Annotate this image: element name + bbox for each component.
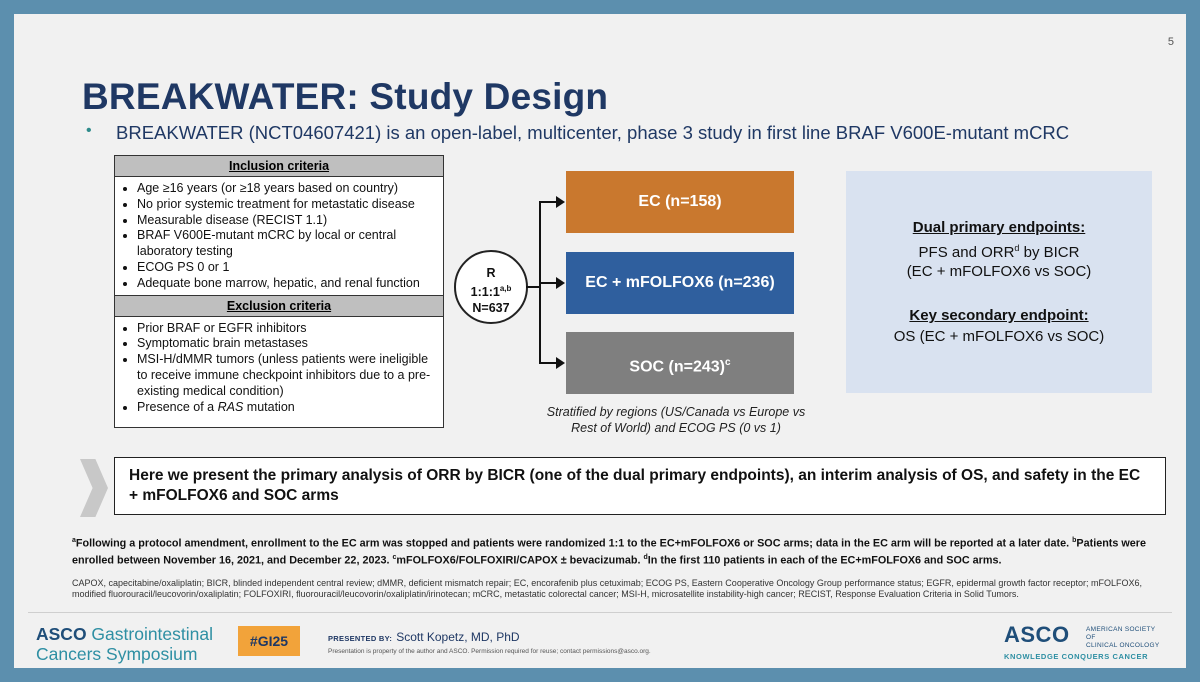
inclusion-item: • ECOG PS 0 or 1 xyxy=(137,260,437,276)
page-number: 5 xyxy=(1167,36,1174,48)
exclusion-ras-prefix: Presence of a xyxy=(137,399,218,414)
criteria-box xyxy=(114,155,444,428)
ras-italic: RAS xyxy=(217,399,244,414)
slide-title: BREAKWATER: Study Design xyxy=(82,76,609,117)
asco-gi-logo: ASCO Gastrointestinal Cancers Symposium xyxy=(36,624,214,664)
inclusion-item: • Adequate bone marrow, hepatic, and renal function xyxy=(137,276,437,292)
abbreviations: CAPOX, capecitabine/oxaliplatin; BICR, blinded independent central review; dMMR, deficient mismatch repair; EC, encorafenib plus cetuximab; ECOG PS, Eastern Cooperative Oncology Group performance status; EGFR, epidermal growth factor receptor; mFOLFOX6, modified fluorouracil/leucovorin/oxaliplatin; FOLFOXIRI, fluorouracil/leucovorin/oxaliplatin/irinotecan; mCRC, metastatic colorectal cancer; MSI-H, microsatellite instability-high cancer; RECIST, Response Evaluation Criteria in Solid Tumors. xyxy=(72,578,1142,600)
exclusion-item: • MSI-H/dMMR tumors (unless patients were ineligible to receive immune checkpoint inhibitors due to a pre-existing medical condition) xyxy=(137,352,437,399)
arm-soc: SOC (n=243)$^c$ xyxy=(566,332,794,394)
inclusion-item: • No prior systemic treatment for metastatic disease xyxy=(137,197,437,213)
randomization-circle xyxy=(454,250,528,324)
arm-ec-mfolfox6: EC + mFOLFOX6 (n=236) xyxy=(566,252,794,314)
exclusion-item xyxy=(137,400,437,416)
randomization-label: R xyxy=(486,266,496,280)
primary-endpoints-line2: (EC + mFOLFOX6 vs SOC) xyxy=(906,263,1092,280)
bullet-icon: • xyxy=(86,122,92,139)
study-description: BREAKWATER (NCT04607421) is an open-label, multicenter, phase 3 study in first line BRAF V600E-mutant mCRC xyxy=(116,122,1070,143)
randomization-ratio: 1:1:1$^{a,b}$ xyxy=(470,284,512,300)
exclusion-ras-suffix: mutation xyxy=(243,399,295,414)
primary-endpoints-line1: PFS and ORR$^d$ by BICR xyxy=(918,243,1080,261)
exclusion-list xyxy=(115,317,443,419)
connector-horizontal xyxy=(526,286,540,288)
inclusion-item: • Measurable disease (RECIST 1.1) xyxy=(137,213,437,229)
footer-divider xyxy=(28,612,1172,613)
primary-endpoints-header: Dual primary endpoints: xyxy=(912,219,1086,236)
connector-arm-soc xyxy=(539,362,557,364)
slide: 5 BREAKWATER: Study Design • BREAKWATER (NCT04607421) is an open-label, multicenter, phase 3 study in first line BRAF V600E-mutant mCRC Inclusion criteria • Age ≥16 years (or ≥18 years based on country) • No prior systemic treatment for metastatic disease • Measurable disease (RECIST 1.1) • BRAF V600E-mutant mCRC by local or central laboratory testing • ECOG PS 0 or 1 • Adequate bone marrow, hepatic, and renal function Exclusion criteria • Prior BRAF or EGFR inhibitors • Symptomatic brain metastases • MSI-H/dMMR tumors (unless patients were ineligible to receive immune checkpoint inhibitors due to a pre-existing medical condition) • Presence of a RAS mutation R 1:1:1$^{a,b}$ N=637 EC (n=158) EC + mFOLFOX6 (n=236) SOC (n=243)$^c$ Stratified by regions (US/Canada vs Europe vs Rest of World) and ECOG PS (0 vs 1) Dual primary endpoints: PFS and ORR$^d$ by BICR (EC + mFOLFOX6 vs SOC) Key secondary endpoint: OS (EC + mFOLFOX6 vs SOC) Here we present the primary analysis of ORR by BICR (one of the dual primary endpoints), an interim analysis of OS, and safety in the EC + mFOLFOX6 and SOC arms $^a$Following a protocol amendment, enrollment to the EC arm was stopped and patients were randomized 1:1 to the EC+mFOLFOX6 or SOC arms; data in the EC arm will be reported at a later date. $^b$Patients were enrolled between November 16, 2021, and December 22, 2023. $^c$mFOLFOX6/FOLFOXIRI/CAPOX ± bevacizumab. $^d$In the first 110 patients in each of the EC+mFOLFOX6 and SOC arms. CAPOX, capecitabine/oxaliplatin; BICR, blinded independent central review; dMMR, deficient mismatch repair; EC, encorafenib plus cetuximab; ECOG PS, Eastern Cooperative Oncology Group performance status; EGFR, epidermal growth factor receptor; mFOLFOX6, modified fluorouracil/leucovorin/oxaliplatin; FOLFOXIRI, fluorouracil/leucovorin/oxaliplatin/irinotecan; mCRC, metastatic colorectal cancer; MSI-H, microsatellite instability-high cancer; RECIST, Response Evaluation Criteria in Solid Tumors. ASCO Gastrointestinal Cancers Symposium #GI25 PRESENTED BY: Scott Kopetz, MD, PhD Presentation is property of the author and ASCO. Permission required for reuse; contact permissions@asco.org. ASCO AMERICAN SOCIETY OF CLINICAL ONCOLOGY KNOWLEDGE CONQUERS CANCER xyxy=(14,14,1186,668)
arm-ec: EC (n=158) xyxy=(566,171,794,233)
connector-arm-ecm xyxy=(539,282,557,284)
exclusion-item: • Symptomatic brain metastases xyxy=(137,336,437,352)
arrow-icon xyxy=(556,277,565,289)
disclaimer: Presentation is property of the author and ASCO. Permission required for reuse; contact permissions@asco.org. xyxy=(328,648,651,655)
chevron-icon xyxy=(80,459,108,517)
presenter: PRESENTED BY: Scott Kopetz, MD, PhD xyxy=(328,630,520,644)
secondary-endpoint-line: OS (EC + mFOLFOX6 vs SOC) xyxy=(893,328,1105,345)
inclusion-list xyxy=(115,177,443,295)
connector-arm-ec xyxy=(539,201,557,203)
arrow-icon xyxy=(556,196,565,208)
inclusion-item: • Age ≥16 years (or ≥18 years based on country) xyxy=(137,181,437,197)
arrow-icon xyxy=(556,357,565,369)
inclusion-item: • BRAF V600E-mutant mCRC by local or central laboratory testing xyxy=(137,228,437,260)
hashtag-badge: #GI25 xyxy=(238,626,300,656)
exclusion-item: • Prior BRAF or EGFR inhibitors xyxy=(137,321,437,337)
secondary-endpoint-header: Key secondary endpoint: xyxy=(909,307,1089,324)
randomization-n: N=637 xyxy=(472,301,510,316)
footnotes: $^a$Following a protocol amendment, enrollment to the EC arm was stopped and patients were randomized 1:1 to the EC+mFOLFOX6 or SOC arms; data in the EC arm will be reported at a later date. $^b$Patients were enrolled between November 16, 2021, and December 22, 2023. $^c$mFOLFOX6/FOLFOXIRI/CAPOX ± bevacizumab. $^d$In the first 110 patients in each of the EC+mFOLFOX6 and SOC arms. xyxy=(72,537,1147,567)
exclusion-header: Exclusion criteria xyxy=(115,295,443,317)
inclusion-header: Inclusion criteria xyxy=(115,156,443,177)
presentation-statement: Here we present the primary analysis of ORR by BICR (one of the dual primary endpoints), an interim analysis of OS, and safety in the EC + mFOLFOX6 and SOC arms xyxy=(114,457,1166,515)
endpoints-panel xyxy=(846,171,1152,393)
stratification-note: Stratified by regions (US/Canada vs Europe vs Rest of World) and ECOG PS (0 vs 1) xyxy=(546,405,806,435)
